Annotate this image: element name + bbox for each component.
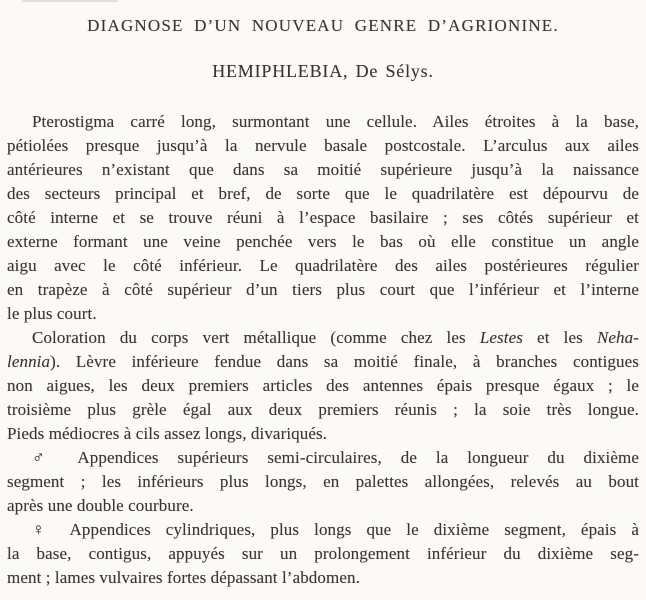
text-segment: segment ; les inférieurs plus longs, en palettes allongées, relevés au bout: [7, 472, 639, 491]
text-line: [7, 230, 639, 254]
text-segment: antérieures n’existant que dans sa moitié supérieure jusqu’à la naissance: [7, 160, 639, 179]
text-line: [7, 566, 639, 590]
text-line: [7, 254, 639, 278]
text-segment: troisième plus grèle égal aux deux premiers réunis ; la soie très longue.: [7, 400, 639, 419]
text-segment: pétiolées presque jusqu’à la nervule basale postcostale. L’arculus aux ailes: [7, 136, 639, 155]
text-segment: ♂ Appendices supérieurs semi-circulaires, de la longueur du dixième: [32, 448, 639, 467]
text-line: [7, 518, 639, 542]
text-line: [7, 422, 639, 446]
text-segment: des secteurs principal et bref, de sorte que le quadrilatère est dépourvu de: [7, 184, 639, 203]
text-line: [7, 374, 639, 398]
text-segment: Pieds médiocres à cils assez longs, divariqués.: [7, 424, 328, 443]
body-text: [7, 110, 639, 590]
text-line: [7, 206, 639, 230]
text-segment: en trapèze à côté supérieur d’un tiers plus court que l’inférieur et l’interne: [7, 280, 639, 299]
text-segment: Pterostigma carré long, surmontant une cellule. Ailes étroites à la base,: [32, 112, 639, 131]
italic-taxon-name: lennia: [7, 352, 51, 371]
text-segment: ). Lèvre inférieure fendue dans sa moitié finale, à branches contigues: [50, 352, 639, 371]
text-line: [7, 398, 639, 422]
italic-taxon-name: Lestes: [479, 328, 523, 347]
page-subtitle: HEMIPHLEBIA, De Sélys.: [212, 61, 434, 81]
text-line: [7, 302, 639, 326]
text-segment: aigu avec le côté inférieur. Le quadrilatère des ailes postérieures régulier: [7, 256, 639, 275]
italic-taxon-name: Neha-: [596, 328, 639, 347]
text-line: [7, 182, 639, 206]
text-line: [7, 134, 639, 158]
scan-edge-artifact: [22, 0, 118, 2]
text-segment: externe formant une veine penchée vers le bas où elle constitue un angle: [7, 232, 639, 251]
text-segment: Coloration du corps vert métallique (comme chez les: [32, 328, 480, 347]
text-line: [7, 158, 639, 182]
text-line: [7, 110, 639, 134]
text-line: [7, 542, 639, 566]
text-line: [7, 446, 639, 470]
text-line: [7, 350, 639, 374]
text-segment: la base, contigus, appuyés sur un prolongement inférieur du dixième seg-: [7, 544, 639, 563]
text-line: [7, 470, 639, 494]
text-segment: après une double courbure.: [7, 496, 194, 515]
text-segment: ment ; lames vulvaires fortes dépassant l’abdomen.: [7, 568, 360, 587]
text-segment: le plus court.: [7, 304, 97, 323]
text-segment: côté interne et se trouve réuni à l’espace basilaire ; ses côtés supérieur et: [7, 208, 639, 227]
text-segment: ♀ Appendices cylindriques, plus longs que le dixième segment, épais à: [32, 520, 639, 539]
text-segment: et les: [522, 328, 597, 347]
text-segment: non aigues, les deux premiers articles des antennes épais presque égaux ; le: [7, 376, 639, 395]
text-line: [7, 494, 639, 518]
text-line: [7, 326, 639, 350]
text-line: [7, 278, 639, 302]
page-title: DIAGNOSE D’UN NOUVEAU GENRE D’AGRIONINE.: [87, 16, 559, 35]
